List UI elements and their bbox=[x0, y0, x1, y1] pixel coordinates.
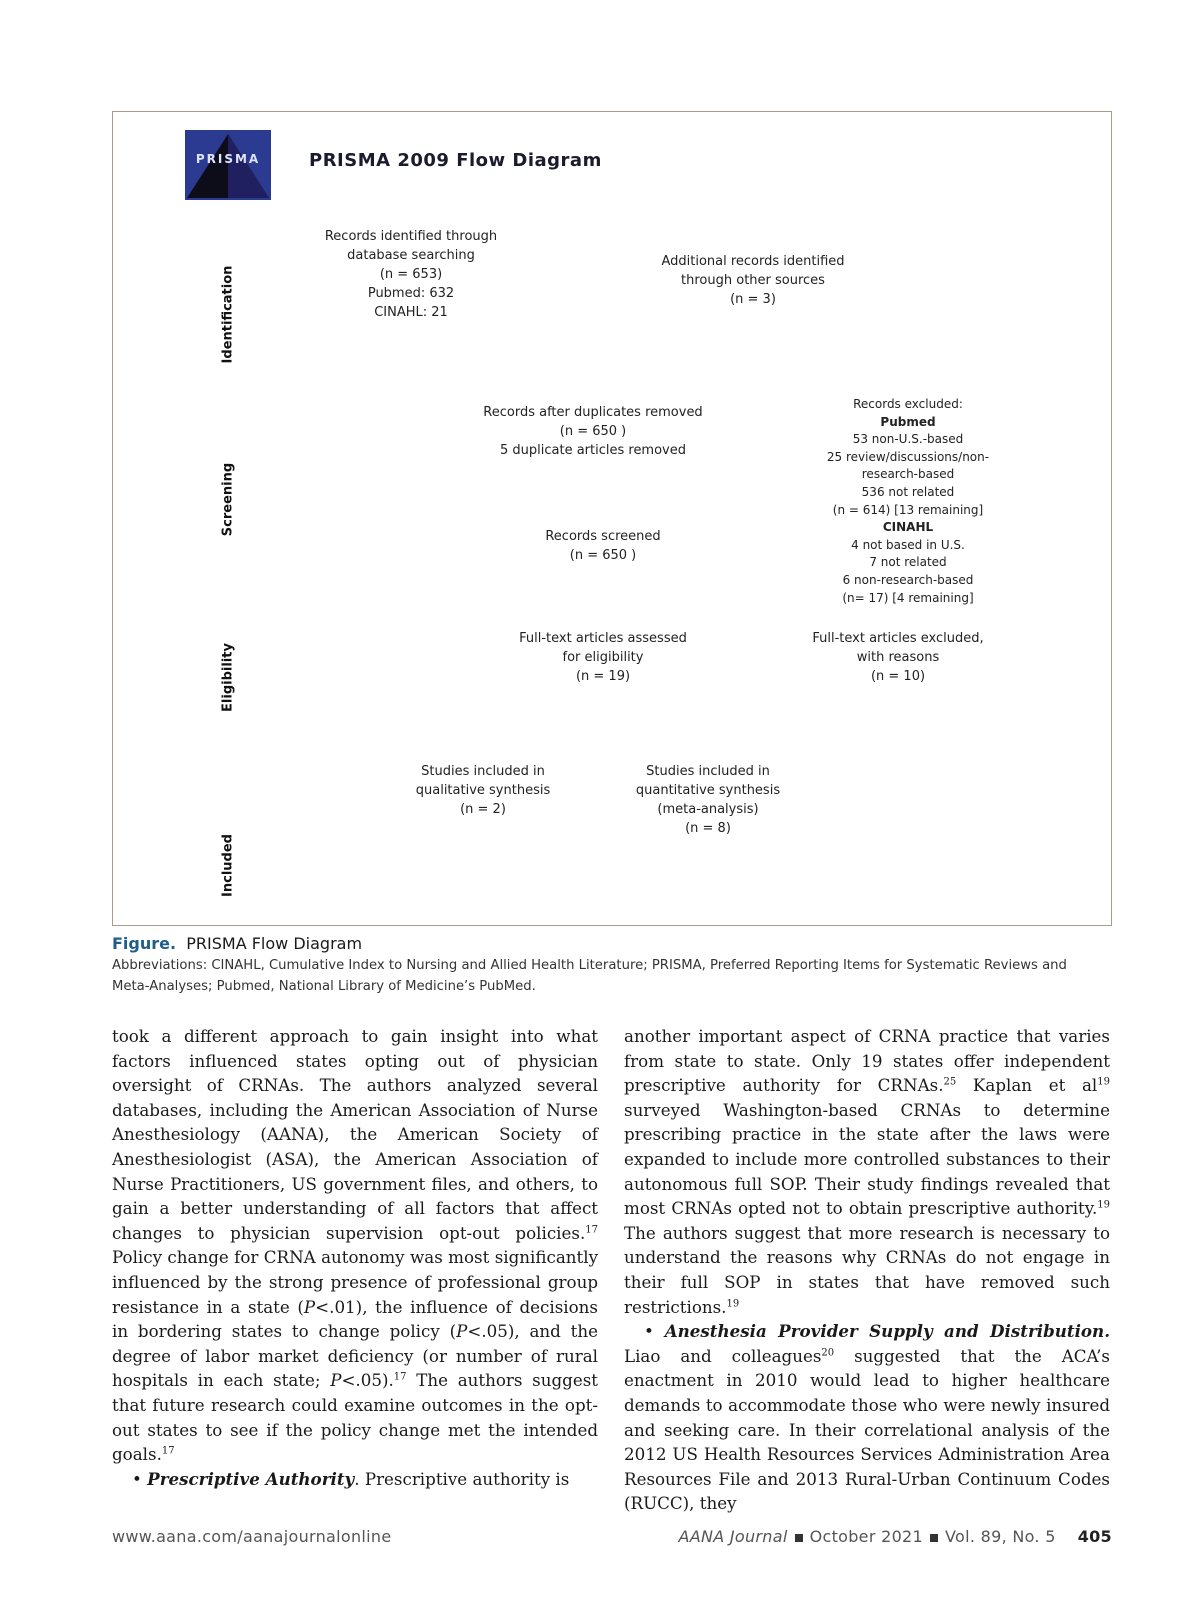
text-run: <.01), the influence of decisions in bordering states to change policy ( bbox=[112, 1296, 598, 1342]
box-line: for eligibility bbox=[562, 650, 644, 665]
box-line: (n = 3) bbox=[730, 292, 776, 307]
paragraph bbox=[112, 1024, 598, 1467]
p-value-symbol: P bbox=[303, 1296, 316, 1317]
box-line: qualitative synthesis bbox=[415, 783, 551, 798]
box-line: (n = 650 ) bbox=[559, 424, 627, 439]
box-line: quantitative synthesis bbox=[635, 783, 781, 798]
box-other-sources bbox=[623, 252, 883, 309]
bullet: • bbox=[132, 1468, 148, 1489]
text-run: Liao and colleagues bbox=[624, 1345, 822, 1366]
text-run: suggested that the ACA’s enactment in 2010 would lead to higher healthcare demands to accommodate those who were newly insured and seeking care. In their correlational analysis of the 2012 US Health Resources Services Administration Area Resources File and 2013 Rural-Urban Continuum Codes (RUCC), they bbox=[624, 1345, 1110, 1514]
box-line: with reasons bbox=[856, 650, 940, 665]
paragraph bbox=[112, 1467, 598, 1492]
box-line: 536 not related bbox=[861, 484, 955, 499]
text-run: <.05). bbox=[341, 1370, 394, 1391]
text-run: The authors suggest that more research is necessary to understand the reasons why CRNAs do not engage in their full SOP in states that have removed such restrictions. bbox=[624, 1222, 1110, 1317]
figure-abbreviations: Abbreviations: CINAHL, Cumulative Index to Nursing and Allied Health Literature; PRISMA, Preferred Reporting Items for Systematic Reviews and Meta-Analyses; Pubmed, National Library of Medicine’s PubMed. bbox=[112, 958, 1067, 994]
box-line: database searching bbox=[347, 248, 475, 263]
box-line: Records after duplicates removed bbox=[483, 405, 703, 420]
box-records-screened bbox=[503, 527, 703, 565]
box-line: (n = 10) bbox=[870, 669, 926, 684]
prisma-figure bbox=[112, 111, 1112, 926]
figure-caption-title bbox=[112, 934, 362, 953]
box-line: CINAHL: 21 bbox=[374, 305, 448, 320]
box-fulltext-assessed bbox=[483, 629, 723, 686]
stage-eligibility: Eligibility bbox=[220, 643, 236, 712]
logo-text: PRISMA bbox=[195, 152, 261, 166]
separator-square-icon bbox=[930, 1534, 938, 1542]
diagram-title: PRISMA 2009 Flow Diagram bbox=[309, 150, 602, 171]
box-line: (n = 8) bbox=[685, 821, 731, 836]
text-run: Kaplan et al bbox=[956, 1075, 1098, 1096]
separator-square-icon bbox=[795, 1534, 803, 1542]
reference-superscript: 19 bbox=[726, 1297, 740, 1309]
box-line: Additional records identified bbox=[661, 254, 845, 269]
figure-label: Figure. bbox=[112, 934, 177, 953]
box-line: 25 review/discussions/non- bbox=[826, 449, 990, 464]
box-records-excluded bbox=[793, 396, 1023, 607]
footer-url: www.aana.com/aanajournalonline bbox=[112, 1527, 392, 1546]
box-quantitative-synthesis bbox=[603, 762, 813, 838]
box-line: (n= 17) [4 remaining] bbox=[842, 590, 974, 605]
section-run-in-heading: Anesthesia Provider Supply and Distribution. bbox=[664, 1321, 1110, 1342]
stage-screening: Screening bbox=[220, 462, 236, 537]
box-line: (n = 653) bbox=[379, 267, 443, 282]
body-column-left bbox=[112, 1024, 598, 1491]
box-line: Pubmed: 632 bbox=[367, 286, 455, 301]
box-line: research-based bbox=[861, 467, 955, 482]
box-database-records bbox=[291, 227, 531, 322]
text-run: surveyed Washington-based CRNAs to determine prescribing practice in the state after the laws were expanded to include more controlled substances to their autonomous full SOP. Their study findings revealed that most CRNAs opted not to obtain prescriptive authority. bbox=[624, 1099, 1110, 1219]
box-line: (n = 614) [13 remaining] bbox=[832, 502, 984, 517]
box-line: Studies included in bbox=[646, 764, 770, 779]
excluded-pubmed-label: Pubmed bbox=[880, 414, 936, 429]
paragraph bbox=[624, 1024, 1110, 1319]
stage-identification: Identification bbox=[220, 265, 236, 364]
stage-included: Included bbox=[220, 834, 236, 897]
footer-journal-name: AANA Journal bbox=[678, 1527, 788, 1546]
box-line: Records excluded: bbox=[853, 397, 963, 411]
box-line: through other sources bbox=[681, 273, 825, 288]
reference-superscript: 17 bbox=[393, 1371, 407, 1383]
box-line: (n = 650 ) bbox=[569, 548, 637, 563]
footer-journal-info bbox=[678, 1527, 1112, 1546]
footer-date: October 2021 bbox=[809, 1527, 924, 1546]
excluded-cinahl-label: CINAHL bbox=[882, 520, 934, 535]
text-run: Policy change for CRNA autonomy was most significantly influenced by the strong presence of professional group resistance in a state ( bbox=[112, 1247, 598, 1317]
reference-superscript: 25 bbox=[943, 1076, 957, 1088]
text-run: . Prescriptive authority is bbox=[354, 1468, 570, 1489]
section-run-in-heading: Prescriptive Authority bbox=[147, 1468, 355, 1489]
box-line: 7 not related bbox=[869, 555, 947, 570]
box-line: Records screened bbox=[545, 529, 661, 544]
body-column-right bbox=[624, 1024, 1110, 1516]
reference-superscript: 19 bbox=[1097, 1076, 1110, 1088]
box-line: 53 non-U.S.-based bbox=[852, 432, 964, 447]
box-line: Full-text articles excluded, bbox=[812, 631, 984, 646]
reference-superscript: 19 bbox=[1097, 1199, 1110, 1211]
text-run: The authors suggest that future research could examine outcomes in the opt-out states to see if the policy change met the intended goals. bbox=[112, 1370, 598, 1465]
box-line: Studies included in bbox=[421, 764, 545, 779]
bullet: • bbox=[644, 1321, 665, 1342]
box-line: (n = 2) bbox=[460, 802, 506, 817]
box-line: 5 duplicate articles removed bbox=[499, 443, 686, 458]
p-value-symbol: P bbox=[330, 1370, 342, 1391]
figure-title: PRISMA Flow Diagram bbox=[186, 934, 363, 953]
paragraph bbox=[624, 1319, 1110, 1516]
text-run: <.05), and the degree of labor market deficiency (or number of rural hospitals in each state; bbox=[112, 1321, 599, 1391]
box-fulltext-excluded bbox=[778, 629, 1018, 686]
footer-volume: Vol. 89, No. 5 bbox=[945, 1527, 1056, 1546]
page-number: 405 bbox=[1077, 1527, 1112, 1546]
box-line: Records identified through bbox=[324, 229, 498, 244]
reference-superscript: 17 bbox=[585, 1224, 598, 1236]
text-run: another important aspect of CRNA practice that varies from state to state. Only 19 states offer independent prescriptive authority for CRNAs. bbox=[624, 1026, 1110, 1096]
reference-superscript: 20 bbox=[821, 1347, 835, 1359]
text-run: took a different approach to gain insight into what factors influenced states opting out of physician oversight of CRNAs. The authors analyzed several databases, including the American Association of Nurse Anesthesiology (AANA), the American Society of Anesthesiologist (ASA), the American Association of Nurse Practitioners, US government files, and others, to gain a better understanding of all factors that affect changes to physician supervision opt-out policies. bbox=[112, 1026, 598, 1243]
box-line: (meta-analysis) bbox=[657, 802, 759, 817]
box-line: (n = 19) bbox=[575, 669, 631, 684]
box-after-duplicates bbox=[458, 403, 728, 460]
box-line: 4 not based in U.S. bbox=[851, 537, 965, 552]
p-value-symbol: P bbox=[456, 1321, 468, 1342]
box-qualitative-synthesis bbox=[383, 762, 583, 819]
reference-superscript: 17 bbox=[161, 1445, 175, 1457]
box-line: 6 non-research-based bbox=[842, 572, 974, 587]
box-line: Full-text articles assessed bbox=[519, 631, 687, 646]
prisma-logo bbox=[185, 130, 271, 200]
